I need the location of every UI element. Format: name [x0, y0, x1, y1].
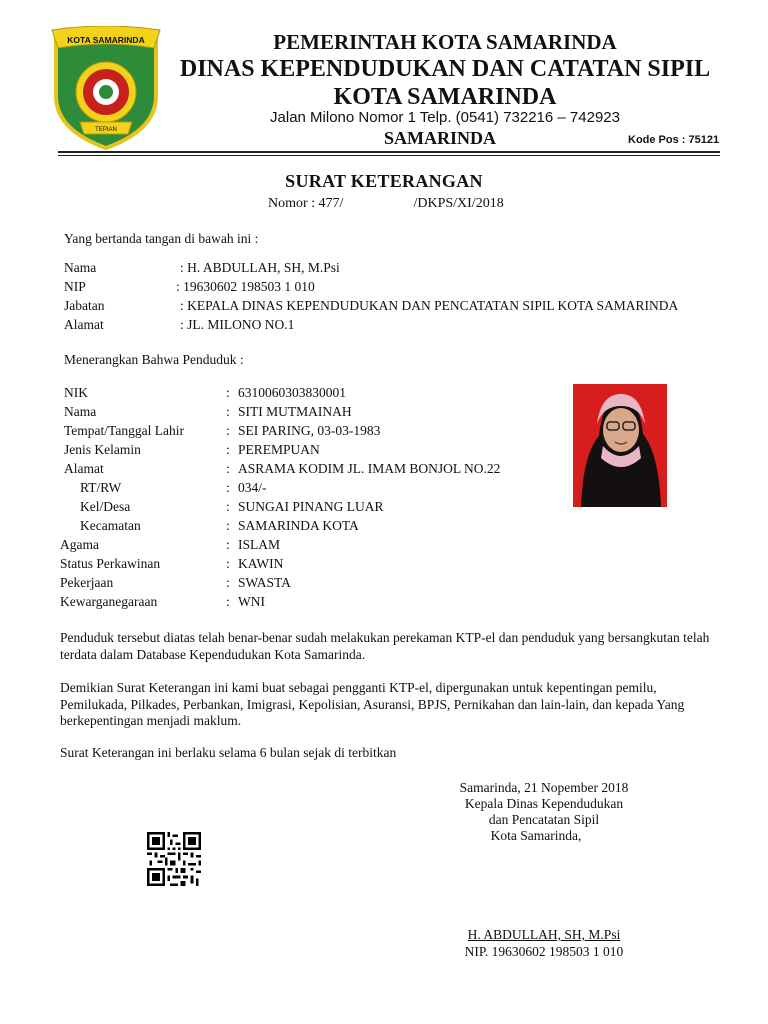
header-address: Jalan Milono Nomor 1 Telp. (0541) 732216 – 742923	[270, 109, 620, 126]
official-label: NIP	[64, 279, 86, 294]
official-label: Alamat	[64, 317, 104, 332]
svg-text:KOTA SAMARINDA: KOTA SAMARINDA	[67, 35, 145, 45]
signature-role-1: Kepala Dinas Kependudukan	[464, 796, 624, 811]
header-divider-thin	[58, 155, 720, 156]
qr-code	[147, 832, 201, 886]
document-number: Nomor : 477/ /DKPS/XI/2018	[268, 196, 504, 211]
city-emblem-logo	[50, 26, 162, 150]
signature-role-2: dan Pencatatan Sipil	[488, 812, 600, 827]
resident-photo	[573, 384, 667, 507]
header-divider	[58, 151, 720, 153]
header-city: KOTA SAMARINDA	[333, 84, 557, 110]
official-value: : JL. MILONO NO.1	[180, 317, 295, 332]
official-value: : KEPALA DINAS KEPENDUDUKAN DAN PENCATATAN SIPIL KOTA SAMARINDA	[180, 298, 679, 313]
intro-text: Yang bertanda tangan di bawah ini :	[64, 231, 259, 246]
header-agency: DINAS KEPENDUDUKAN DAN CATATAN SIPIL	[179, 56, 711, 82]
official-value: : 19630602 198503 1 010	[176, 279, 315, 294]
svg-text:TEPIAN: TEPIAN	[95, 127, 117, 133]
header-postal-code: Kode Pos : 75121	[628, 134, 720, 146]
official-value: : H. ABDULLAH, SH, M.Psi	[180, 260, 340, 275]
paragraph-validity: Surat Keterangan ini berlaku selama 6 bulan sejak di terbitkan	[60, 745, 397, 760]
declares-text: Menerangkan Bahwa Penduduk :	[64, 352, 244, 367]
header-city-name: SAMARINDA	[384, 128, 496, 148]
paragraph-purpose: Demikian Surat Keterangan ini kami buat sebagai pengganti KTP-el, dipergunakan untuk kepentingan pemilu, Pemilukada, Pilkades, Perbankan, Imigrasi, Kepolisian, Asuransi, BPJS, Pernikahan dan lain-lain, dan kepada Yang berkepentingan menjadi maklum.	[60, 680, 685, 728]
document-title: SURAT KETERANGAN	[285, 171, 483, 191]
signature-role-3: Kota Samarinda,	[490, 828, 582, 843]
official-label: Nama	[64, 260, 97, 275]
signatory-name: H. ABDULLAH, SH, M.Psi	[467, 927, 621, 942]
official-label: Jabatan	[64, 298, 105, 313]
header-government: PEMERINTAH KOTA SAMARINDA	[273, 30, 617, 54]
signature-place-date: Samarinda, 21 Nopember 2018	[459, 780, 629, 795]
signatory-nip: NIP. 19630602 198503 1 010	[464, 944, 624, 959]
paragraph-recording: Penduduk tersebut diatas telah benar-benar sudah melakukan perekaman KTP-el dan penduduk yang bersangkutan telah terdata dalam Database Kependudukan Kota Samarinda.	[60, 630, 710, 662]
